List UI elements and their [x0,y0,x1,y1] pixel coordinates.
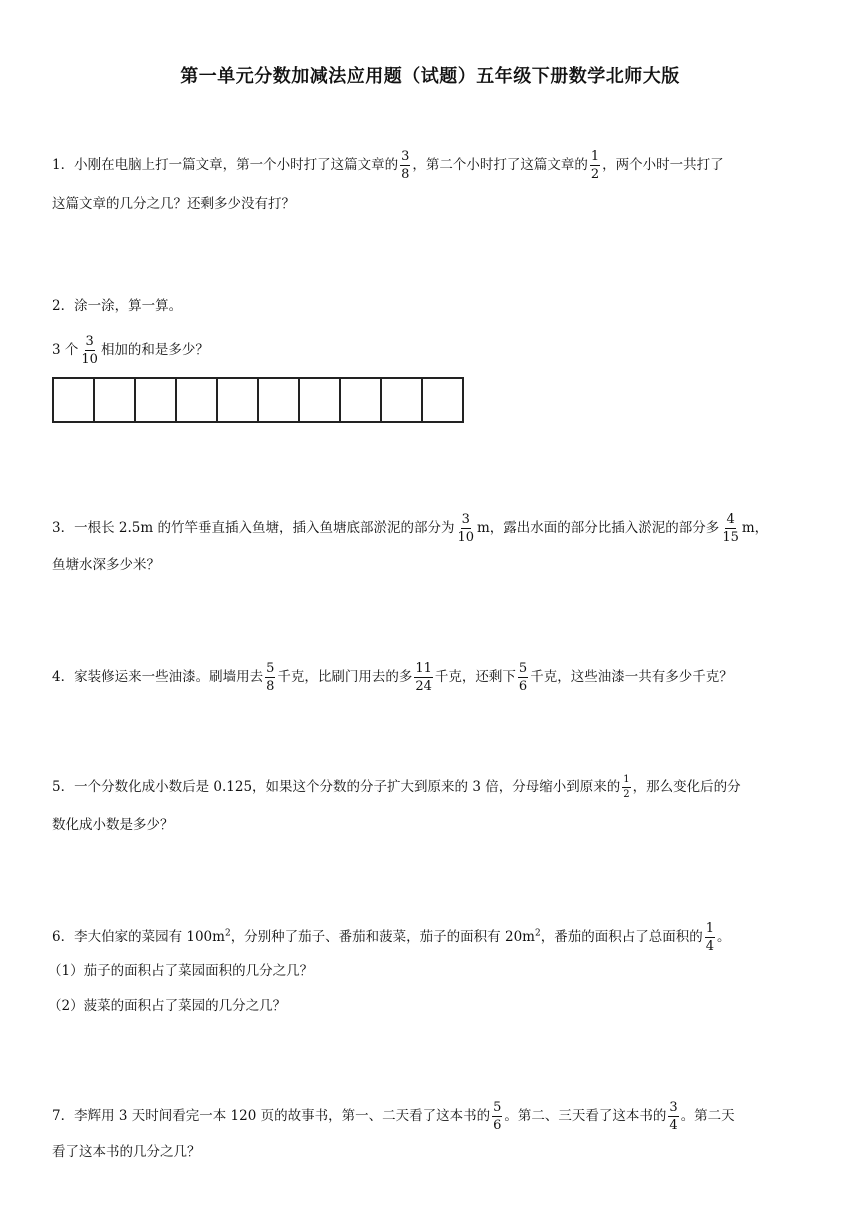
question-3-line-2: 鱼塘水深多少米？ [52,557,160,573]
q6-text-b: ，分别种了茄子、番茄和菠菜，茄子的面积有 20m [230,929,535,945]
question-2-line-2 [52,335,209,366]
question-7-line-1 [52,1101,735,1132]
q4-fraction-1-numerator: 5 [266,661,275,676]
question-1-line-2: 这篇文章的几分之几？还剩多少没有打？ [52,196,295,212]
q4-fraction-2-denominator: 24 [415,679,432,694]
q7-text-c: 。第二天 [680,1108,735,1124]
question-5-line-2: 数化成小数是多少？ [52,817,174,833]
q1-fraction-1-denominator: 8 [401,167,410,182]
q1-text-b: ，第二个小时打了这篇文章的 [412,157,588,173]
q5-fraction-numerator: 1 [622,775,630,788]
question-6-sub-2: （2）菠菜的面积占了菜园的几分之几？ [48,998,287,1014]
q7-fraction-2-numerator: 3 [669,1100,678,1115]
q6-fraction [705,922,715,953]
question-2-line-1: 2．涂一涂，算一算。 [52,298,183,314]
q4-fraction-1 [265,662,275,693]
q7-fraction-2-denominator: 4 [669,1118,678,1133]
q3-fraction-2-numerator: 4 [726,512,735,527]
question-3-line-1 [52,513,768,544]
grid-cell[interactable] [177,379,218,421]
q2-fraction-denominator: 10 [81,352,98,367]
grid-cell[interactable] [382,379,423,421]
q6-fraction-numerator: 1 [705,921,714,936]
q2-fraction [80,335,99,366]
q1-fraction-2-denominator: 2 [590,167,600,182]
question-4-line-1 [52,662,733,693]
grid-cell[interactable] [218,379,259,421]
q6-superscript-2: 2 [534,928,541,939]
q3-fraction-2 [721,513,740,544]
question-6-line-1 [52,922,730,953]
q4-text-c: 千克，还剩下 [434,669,516,685]
question-5-line-1 [52,775,741,800]
q3-text-c: m， [741,520,769,536]
q2-text-a: 3 个 [52,342,79,358]
q4-text-b: 千克，比刷门用去的多 [277,669,413,685]
page-title: 第一单元分数加减法应用题（试题）五年级下册数学北师大版 [180,66,680,87]
q4-fraction-2 [414,662,433,693]
shading-grid [52,377,464,423]
q6-superscript-1: 2 [224,928,231,939]
q1-fraction-1 [400,150,410,181]
q6-text-d: 。 [716,929,731,945]
grid-cell[interactable] [341,379,382,421]
q6-fraction-denominator: 4 [705,939,714,954]
grid-cell[interactable] [300,379,341,421]
q3-text-a: 3．一根长 2.5m 的竹竿垂直插入鱼塘，插入鱼塘底部淤泥的部分为 [52,520,455,536]
q1-text-c: ，两个小时一共打了 [602,157,724,173]
grid-cell[interactable] [136,379,177,421]
q1-fraction-2 [590,150,600,181]
grid-cell[interactable] [259,379,300,421]
q2-fraction-numerator: 3 [85,334,94,349]
q5-fraction-denominator: 2 [623,789,630,800]
q7-text-a: 7．李辉用 3 天时间看完一本 120 页的故事书，第一、二天看了这本书的 [52,1108,491,1124]
q4-fraction-3 [518,662,528,693]
q3-fraction-1 [456,513,475,544]
grid-cell[interactable] [54,379,95,421]
q2-text-b: 相加的和是多少？ [100,342,209,358]
q4-fraction-3-numerator: 5 [518,661,528,676]
q3-fraction-1-denominator: 10 [457,530,474,545]
grid-cell[interactable] [423,379,462,421]
q4-text-a: 4．家装修运来一些油漆。刷墙用去 [52,669,264,685]
q7-fraction-2 [668,1101,678,1132]
q6-text-c: ，番茄的面积占了总面积的 [540,929,703,945]
q5-text-b: ，那么变化后的分 [632,779,741,795]
q4-fraction-3-denominator: 6 [518,679,528,694]
q7-fraction-1 [492,1101,502,1132]
q1-fraction-2-numerator: 1 [590,149,600,164]
question-1-line-1 [52,150,724,181]
q7-fraction-1-denominator: 6 [493,1118,502,1133]
question-7-line-2: 看了这本书的几分之几？ [52,1144,201,1160]
q3-fraction-1-numerator: 3 [461,512,470,527]
q1-text-a: 1．小刚在电脑上打一篇文章，第一个小时打了这篇文章的 [52,157,399,173]
q5-fraction [622,775,630,800]
q4-text-d: 千克，这些油漆一共有多少千克？ [530,669,733,685]
q7-fraction-1-numerator: 5 [493,1100,502,1115]
q3-text-b: m，露出水面的部分比插入淤泥的部分多 [477,520,720,536]
q3-fraction-2-denominator: 15 [722,530,739,545]
q4-fraction-1-denominator: 8 [266,679,275,694]
q7-text-b: 。第二、三天看了这本书的 [504,1108,667,1124]
grid-cell[interactable] [95,379,136,421]
question-6-sub-1: （1）茄子的面积占了菜园面积的几分之几？ [48,963,314,979]
q1-fraction-1-numerator: 3 [401,149,410,164]
q4-fraction-2-numerator: 11 [415,661,432,676]
q6-text-a: 6．李大伯家的菜园有 100m [52,929,225,945]
q5-text-a: 5．一个分数化成小数后是 0.125，如果这个分数的分子扩大到原来的 3 倍，分母缩小到原来的 [52,779,621,795]
